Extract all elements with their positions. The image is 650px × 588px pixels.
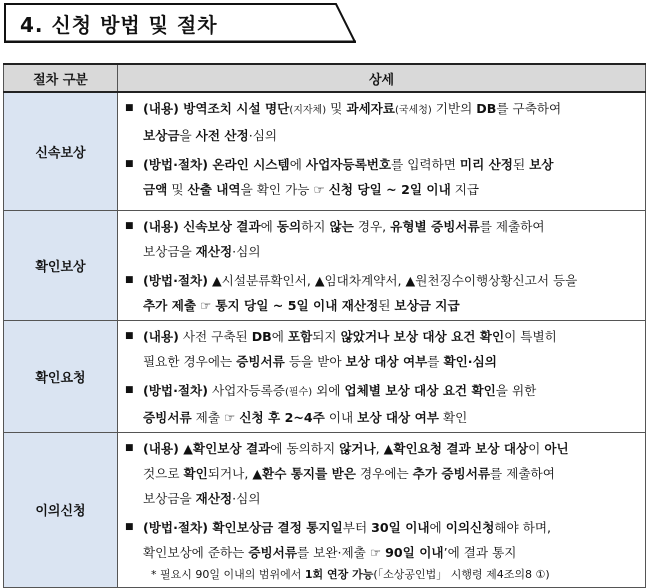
bullet-item bbox=[125, 214, 639, 264]
bullet-text bbox=[143, 515, 639, 565]
text-run: 을 bbox=[179, 128, 196, 143]
text-line bbox=[143, 378, 639, 405]
text-run: 외에 bbox=[312, 382, 345, 398]
text-run: 된 bbox=[512, 157, 530, 172]
bold-text: 재산정 bbox=[195, 243, 233, 259]
detail-cell bbox=[118, 210, 646, 320]
category-cell: 이의신청 bbox=[4, 432, 118, 587]
text-run: 경우, bbox=[353, 218, 391, 234]
bold-text: DB bbox=[476, 101, 497, 116]
text-run: 를 bbox=[427, 353, 444, 369]
text-line bbox=[143, 515, 639, 540]
bold-text: 90일 이내 bbox=[385, 544, 444, 560]
bold-text: (내용) 신속보상 결과 bbox=[143, 218, 261, 234]
text-line bbox=[143, 349, 639, 374]
bold-text: 미리 산정 bbox=[459, 157, 513, 172]
square-bullet-icon: ■ bbox=[125, 521, 134, 532]
bold-text: (방법·절차) bbox=[143, 272, 208, 288]
bold-text: 증빙서류 bbox=[248, 544, 298, 560]
text-run: 되지 bbox=[312, 328, 341, 344]
text-run: (국세청) bbox=[394, 105, 432, 116]
text-run: 확인보상에 준하는 bbox=[143, 544, 249, 560]
bold-text: 아닌 bbox=[544, 440, 569, 456]
text-run: 및 bbox=[326, 101, 347, 116]
category-cell: 확인요청 bbox=[4, 320, 118, 432]
bullet-text bbox=[143, 96, 639, 148]
text-run: , bbox=[375, 440, 384, 456]
text-run: 등을 받아 bbox=[284, 353, 346, 369]
bold-text: 금액 bbox=[143, 182, 168, 197]
text-run: 이 bbox=[528, 440, 545, 456]
text-run: 제출 ☞ bbox=[191, 409, 240, 425]
bold-text: 확인·심의 bbox=[443, 353, 497, 369]
text-run: 및 bbox=[167, 182, 188, 197]
text-run: 사업자등록증 bbox=[207, 382, 285, 398]
text-run: 에 bbox=[289, 157, 306, 172]
text-run: 기반의 bbox=[431, 101, 477, 116]
text-run: ·심의 bbox=[232, 243, 261, 259]
bullet-item bbox=[125, 96, 639, 148]
bullet-item bbox=[125, 378, 639, 430]
section-header bbox=[4, 3, 356, 43]
category-cell: 신속보상 bbox=[4, 92, 118, 210]
section-title: 4. 신청 방법 및 절차 bbox=[20, 13, 218, 37]
text-line bbox=[143, 177, 639, 202]
header-category: 절차 구분 bbox=[4, 64, 118, 92]
text-run: 이 특별히 bbox=[504, 328, 557, 344]
text-run: ·심의 bbox=[248, 128, 278, 143]
square-bullet-icon: ■ bbox=[125, 274, 134, 285]
bullet-item bbox=[125, 515, 639, 565]
bullet-text bbox=[143, 436, 639, 511]
text-line bbox=[143, 486, 639, 511]
bold-text: (내용) ▲확인보상 결과 bbox=[143, 440, 271, 456]
text-line bbox=[143, 324, 639, 349]
text-run: ☞ bbox=[196, 297, 216, 313]
bold-text: 보상 bbox=[529, 157, 554, 172]
bold-text: 과세자료 bbox=[346, 101, 395, 116]
bullet-text bbox=[143, 268, 639, 318]
text-line bbox=[143, 293, 639, 318]
square-bullet-icon: ■ bbox=[125, 442, 134, 453]
bold-text: 확인 bbox=[183, 465, 208, 481]
text-line bbox=[143, 436, 639, 461]
table-row bbox=[4, 320, 646, 432]
bullet-text bbox=[143, 324, 639, 374]
category-cell: 확인보상 bbox=[4, 210, 118, 320]
bold-text: 보상금 지급 bbox=[394, 297, 460, 313]
text-run: 된 bbox=[378, 297, 395, 313]
text-line bbox=[143, 239, 639, 264]
text-run: 을 위한 bbox=[495, 382, 537, 398]
text-line bbox=[143, 540, 639, 565]
bold-text: 포함 bbox=[287, 328, 313, 344]
bold-text: 산출 내역 bbox=[187, 182, 241, 197]
bold-text: 않는 bbox=[329, 218, 354, 234]
bold-text: 보상금 bbox=[143, 128, 180, 143]
text-run: 에 동의하지 bbox=[270, 440, 340, 456]
table-header-row bbox=[4, 64, 646, 92]
text-run: 되거나, bbox=[207, 465, 253, 481]
bold-text: 사업자등록번호 bbox=[305, 157, 392, 172]
text-run: 확인 bbox=[438, 409, 468, 425]
bold-text: 신청 당일 ~ 2일 이내 bbox=[328, 182, 451, 197]
text-run: ’에 결과 통지 bbox=[443, 544, 517, 560]
bullet-text bbox=[143, 152, 639, 202]
table-row bbox=[4, 432, 646, 587]
text-run: ▲시설분류확인서, ▲임대차계약서, ▲원천징수이행상황신고서 등을 bbox=[207, 272, 578, 288]
table-row bbox=[4, 92, 646, 210]
text-run: 를 제출하여 bbox=[479, 218, 545, 234]
text-line bbox=[143, 123, 639, 148]
text-line bbox=[143, 214, 639, 239]
procedure-table bbox=[3, 63, 646, 588]
bold-text: 동의 bbox=[276, 218, 302, 234]
detail-cell bbox=[118, 92, 646, 210]
text-line bbox=[143, 152, 639, 177]
text-run: 를 입력하면 bbox=[391, 157, 460, 172]
text-run: 사전 구축된 bbox=[178, 328, 252, 344]
text-run: 해야 하며, bbox=[494, 519, 552, 535]
bold-text: 재산정 bbox=[195, 490, 233, 506]
detail-cell bbox=[118, 432, 646, 587]
bold-text: (내용) bbox=[143, 328, 179, 344]
text-run: 에 bbox=[260, 218, 277, 234]
text-run: 을 확인 가능 ☞ bbox=[240, 182, 329, 197]
text-line bbox=[143, 96, 639, 123]
text-run: 이내 bbox=[324, 409, 358, 425]
text-run: (필수) bbox=[284, 386, 313, 398]
text-run: 경우에는 bbox=[355, 465, 413, 481]
bullet-text bbox=[143, 378, 639, 430]
text-run: ·심의 bbox=[232, 490, 261, 506]
text-line bbox=[143, 461, 639, 486]
bold-text: (방법·절차) bbox=[143, 382, 208, 398]
detail-cell bbox=[118, 320, 646, 432]
text-run: 를 보완·제출 ☞ bbox=[297, 544, 386, 560]
text-run: (지자체) bbox=[289, 105, 327, 116]
bold-text: 업체별 보상 대상 요건 확인 bbox=[344, 382, 496, 398]
bold-text: 이의신청 bbox=[445, 519, 495, 535]
bold-text: 1회 연장 가능 bbox=[304, 567, 374, 581]
text-run: 부터 bbox=[342, 519, 372, 535]
bold-text: 추가 제출 bbox=[143, 297, 197, 313]
text-run: * 필요시 90일 이내의 범위에서 bbox=[151, 567, 305, 581]
text-run: 필요한 경우에는 bbox=[143, 353, 237, 369]
square-bullet-icon: ■ bbox=[125, 330, 134, 341]
bold-text: 통지 당일 ~ 5일 이내 재산정 bbox=[215, 297, 379, 313]
header-detail: 상세 bbox=[118, 64, 646, 92]
bold-text: 추가 증빙서류 bbox=[412, 465, 491, 481]
bullet-text bbox=[143, 214, 639, 264]
text-line bbox=[143, 405, 639, 430]
bold-text: 않거나 bbox=[339, 440, 376, 456]
text-run: 하지 bbox=[301, 218, 330, 234]
square-bullet-icon: ■ bbox=[125, 384, 134, 395]
text-run: 보상금을 bbox=[143, 490, 196, 506]
bullet-item bbox=[125, 152, 639, 202]
bold-text: 보상 대상 여부 bbox=[357, 409, 439, 425]
bold-text: ▲확인요청 결과 보상 대상 bbox=[383, 440, 529, 456]
table-row bbox=[4, 210, 646, 320]
bold-text: ▲환수 통지를 받은 bbox=[252, 465, 356, 481]
bold-text: 30일 이내 bbox=[371, 519, 430, 535]
text-run: 지급 bbox=[450, 182, 480, 197]
bold-text: 보상 대상 여부 bbox=[345, 353, 428, 369]
footnote bbox=[125, 565, 639, 585]
bullet-item bbox=[125, 268, 639, 318]
text-line bbox=[143, 268, 639, 293]
bold-text: (방법·절차) 온라인 시스템 bbox=[143, 157, 290, 172]
bold-text: (방법·절차) 확인보상금 결정 통지일 bbox=[143, 519, 343, 535]
bold-text: 증빙서류 bbox=[143, 409, 192, 425]
bold-text: 신청 후 2~4주 bbox=[239, 409, 325, 425]
text-run: 것으로 bbox=[143, 465, 184, 481]
text-run: 를 제출하여 bbox=[490, 465, 555, 481]
bold-text: 유형별 증빙서류 bbox=[390, 218, 480, 234]
bold-text: DB bbox=[251, 328, 272, 344]
text-run: 보상금을 bbox=[143, 243, 196, 259]
bullet-item bbox=[125, 436, 639, 511]
bold-text: 사전 산정 bbox=[195, 128, 249, 143]
text-run: 에 bbox=[271, 328, 288, 344]
square-bullet-icon: ■ bbox=[125, 220, 134, 231]
bold-text: 않았거나 보상 대상 요건 확인 bbox=[340, 328, 505, 344]
text-run: 에 bbox=[429, 519, 446, 535]
square-bullet-icon: ■ bbox=[125, 159, 134, 169]
text-run: (「소상공인법」 시행령 제4조의8 ①) bbox=[373, 567, 550, 581]
square-bullet-icon: ■ bbox=[125, 103, 134, 113]
text-run: 를 구축하여 bbox=[496, 101, 562, 116]
bullet-item bbox=[125, 324, 639, 374]
bold-text: (내용) 방역조치 시설 명단 bbox=[143, 101, 290, 116]
bold-text: 증빙서류 bbox=[236, 353, 285, 369]
